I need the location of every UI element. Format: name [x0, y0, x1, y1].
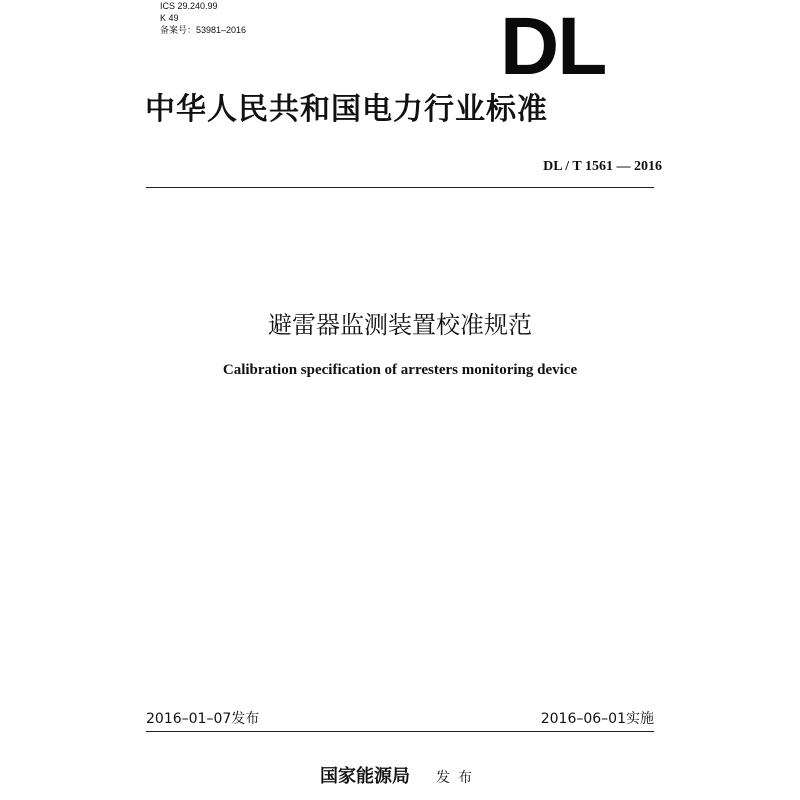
- document-title-en: Calibration specification of arresters monitoring device: [222, 362, 578, 378]
- filing-number: 备案号：53981–2016: [160, 25, 247, 35]
- ics-code: ICS 29.240.99: [160, 1, 218, 11]
- publisher-suffix: 发布: [436, 770, 480, 786]
- header-divider: [146, 187, 654, 188]
- publisher-name: 国家能源局: [320, 766, 410, 787]
- issue-date: 2016–01–07发布: [146, 711, 260, 727]
- classification-code: K 49: [160, 13, 179, 23]
- implementation-date: 2016–06–01实施: [540, 711, 654, 727]
- publisher-line: [0, 762, 800, 788]
- header-meta: [160, 0, 246, 36]
- standard-code: DL / T 1561 — 2016: [543, 159, 662, 174]
- document-title-cn: 避雷器监测装置校准规范: [268, 311, 532, 339]
- footer-divider: [146, 731, 654, 732]
- organization-title: 中华人民共和国电力行业标准: [145, 92, 548, 127]
- dl-logo: DL: [500, 1, 606, 92]
